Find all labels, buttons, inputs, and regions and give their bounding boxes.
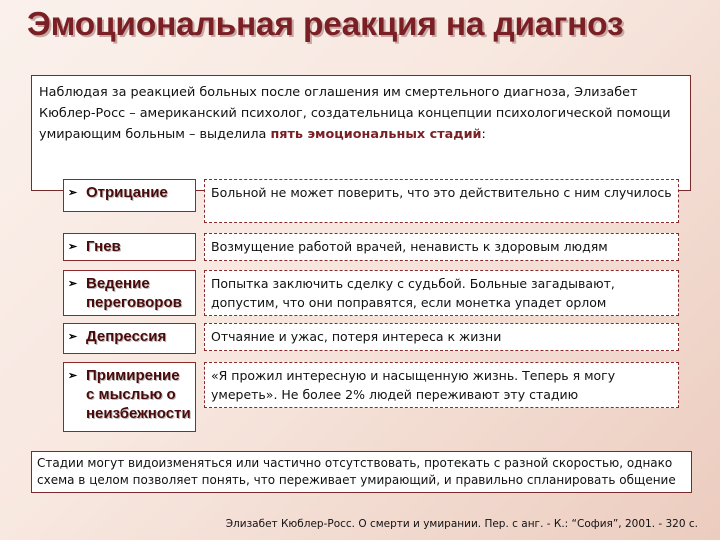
stage-description: «Я прожил интересную и насыщенную жизнь. Теперь я могу умереть». Не более 2% людей переживают эту стадию [204,362,679,408]
arrow-bullet-icon: ➢ [68,241,78,253]
arrow-bullet-icon: ➢ [68,278,78,290]
stage-label: Отрицание [86,184,168,201]
stage-description: Возмущение работой врачей, ненависть к здоровым людям [204,233,679,261]
stage-label: Гнев [86,238,121,255]
stage-label-box [63,270,196,316]
stage-label-box [63,362,196,432]
intro-end: : [481,127,486,142]
arrow-bullet-icon: ➢ [68,187,78,199]
stage-description: Больной не может поверить, что это действительно с ним случилось [204,179,679,223]
stage-label: Примирение с мыслью о неизбежности [86,367,191,422]
arrow-bullet-icon: ➢ [68,331,78,343]
intro-highlight: пять эмоциональных стадий [270,127,482,142]
source-citation: Элизабет Кюблер-Росс. О смерти и умирании. Пер. с анг. - К.: “София”, 2001. - 320 с. [225,518,698,530]
page-title: Эмоциональная реакция на диагноз [27,6,624,43]
intro-text: Наблюдая за реакцией больных после оглашения им смертельного диагноза, Элизабет Кюблер-Росс – американский психолог, создательница концепции психологической помощи умирающим больным – выделила [39,85,671,142]
stage-label-box [63,179,196,212]
stage-label: Депрессия [86,328,167,345]
stage-label-box [63,323,196,354]
stage-description: Отчаяние и ужас, потеря интереса к жизни [204,323,679,351]
stage-description: Попытка заключить сделку с судьбой. Больные загадывают, допустим, что они поправятся, если монетка упадет орлом [204,270,679,316]
stage-label-box [63,233,196,261]
intro-box [31,75,691,191]
stage-label: Ведение переговоров [86,275,182,311]
arrow-bullet-icon: ➢ [68,370,78,382]
summary-box: Стадии могут видоизменяться или частично отсутствовать, протекать с разной скоростью, однако схема в целом позволяет понять, что переживает умирающий, и правильно спланировать общение [31,451,692,493]
